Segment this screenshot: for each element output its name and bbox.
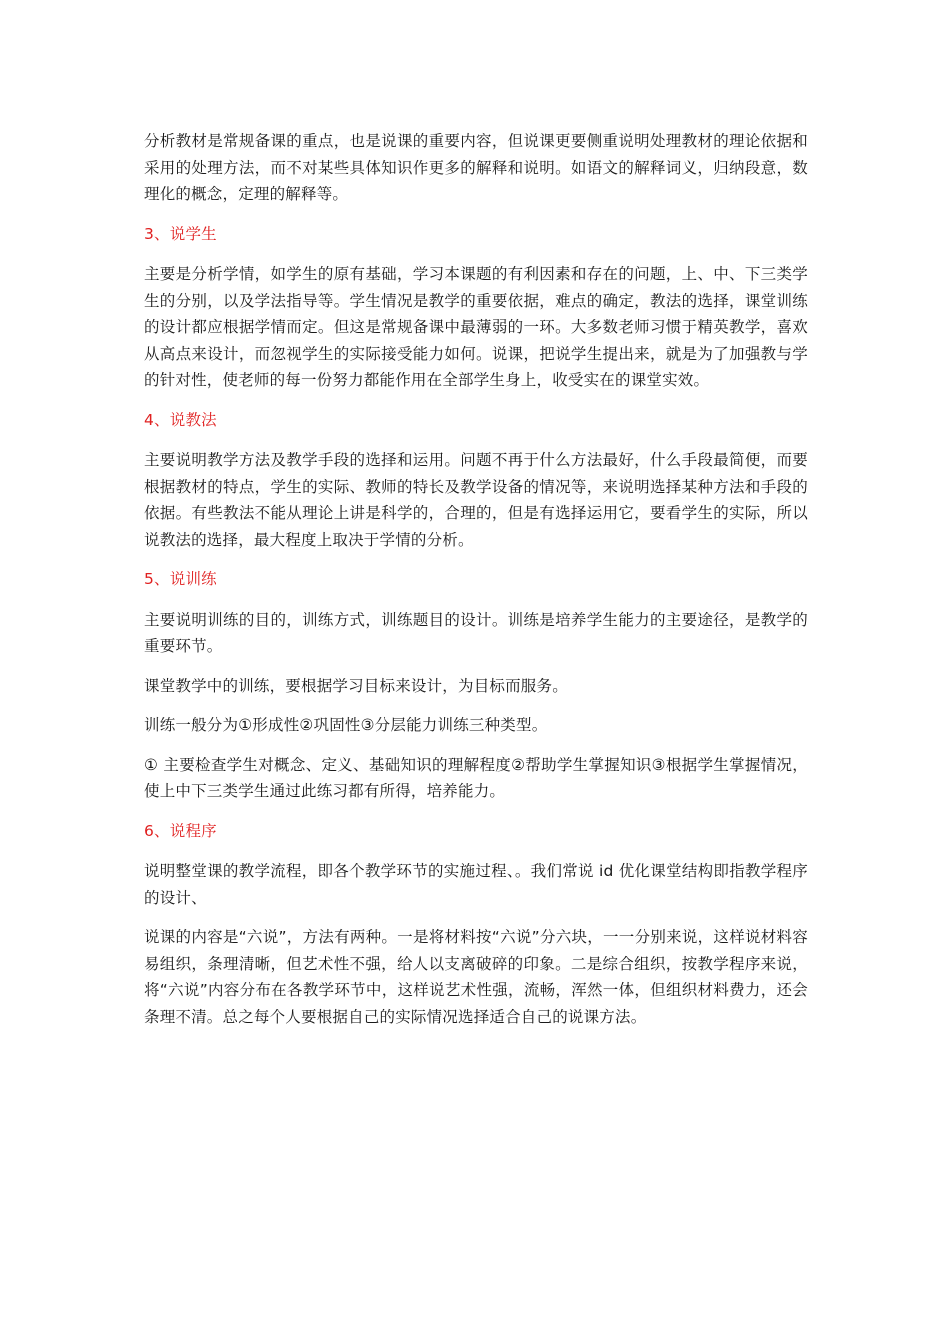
heading-talk-students: 3、说学生 <box>144 224 217 243</box>
paragraph-training-purpose: 主要说明训练的目的，训练方式，训练题目的设计。训练是培养学生能力的主要途径，是教学的重要环节。 <box>144 610 808 655</box>
paragraph-analyze-textbook: 分析教材是常规备课的重点，也是说课的重要内容，但说课更要侧重说明处理教材的理论依据和采用的处理方法，而不对某些具体知识作更多的解释和说明。如语文的解释词义，归纳段意，数理化的概念，定理的解释等。 <box>144 132 808 203</box>
heading-training: 5、说训练 <box>144 570 217 588</box>
paragraph-training-details: ① 主要检查学生对概念、定义、基础知识的理解程度②帮助学生掌握知识③根据学生掌握情况，使上中下三类学生通过此练习都有所得，培养能力。 <box>144 755 808 800</box>
document-body <box>144 128 808 1043</box>
paragraph-teaching-methods: 主要说明教学方法及教学手段的选择和运用。问题不再于什么方法最好，什么手段最简便，而要根据教材的特点，学生的实际、教师的特长及教学设备的情况等，来说明选择某种方法和手段的依据。有些教法不能从理论上讲是科学的，合理的，但是有选择运用它，要看学生的实际，所以说教法的选择，最大程度上取决于学情的分析。 <box>144 451 808 549</box>
heading-procedure: 6、说程序 <box>144 821 217 840</box>
paragraph-procedure-methods: 说课的内容是“六说”，方法有两种。一是将材料按“六说”分六块，一一分别来说，这样说材料容易组织，条理清晰，但艺术性不强，给人以支离破碎的印象。二是综合组织，按教学程序来说，将“六说”内容分布在各教学环节中，这样说艺术性强，流畅，浑然一体，但组织材料费力，还会条理不清。总之每个人要根据自己的实际情况选择适合自己的说课方法。 <box>144 928 808 1026</box>
paragraph-training-types: 训练一般分为①形成性②巩固性③分层能力训练三种类型。 <box>144 716 548 734</box>
heading-teaching-methods: 4、说教法 <box>144 410 217 429</box>
paragraph-training-classroom: 课堂教学中的训练，要根据学习目标来设计，为目标而服务。 <box>144 676 568 695</box>
paragraph-procedure-flow: 说明整堂课的教学流程，即各个教学环节的实施过程、。我们常说 id 优化课堂结构即指教学程序的设计、 <box>144 862 808 907</box>
paragraph-students: 主要是分析学情，如学生的原有基础，学习本课题的有利因素和存在的问题，上、中、下三类学生的分别，以及学法指导等。学生情况是教学的重要依据，难点的确定，教法的选择，课堂训练的设计都应根据学情而定。但这是常规备课中最薄弱的一环。大多数老师习惯于精英教学，喜欢从高点来设计，而忽视学生的实际接受能力如何。说课，把说学生提出来，就是为了加强教与学的针对性，使老师的每一份努力都能作用在全部学生身上，收受实在的课堂实效。 <box>144 265 808 389</box>
